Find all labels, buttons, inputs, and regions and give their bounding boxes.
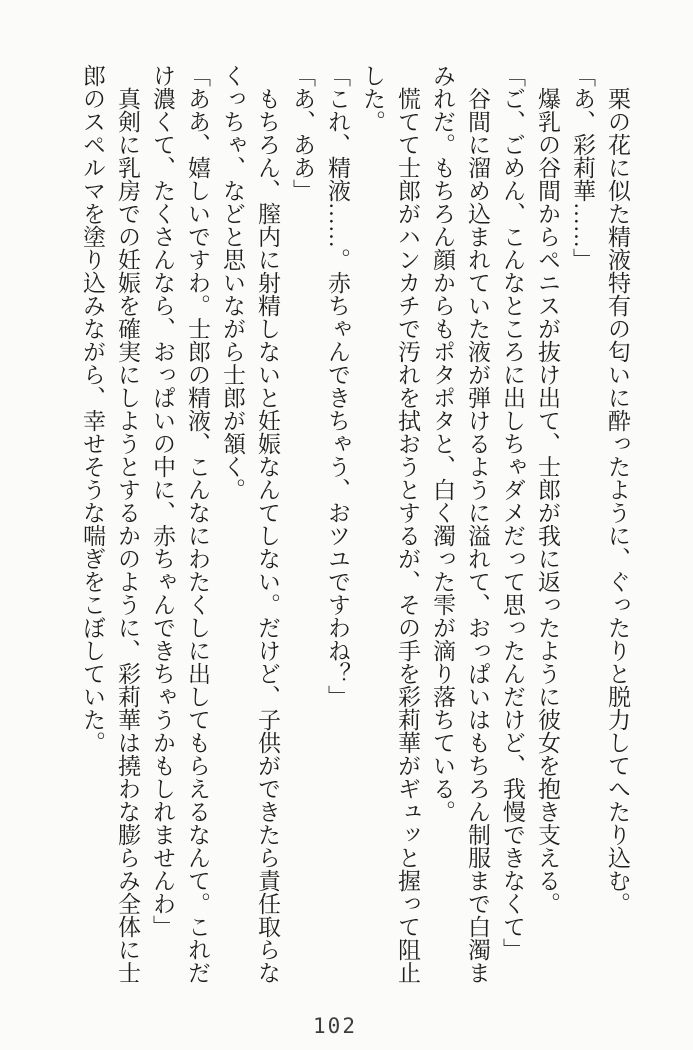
- paragraph: もちろん、膣内に射精しないと妊娠なんてしない。だけど、子供ができたら責任取らなくっちゃ、などと思いながら士郎が頷く。: [220, 64, 280, 984]
- paragraph: 慌てて士郎がハンカチで汚れを拭おうとするが、その手を彩莉華がギュッと握って阻止した。: [360, 64, 420, 984]
- paragraph: 谷間に溜め込まれていた液が弾けるように溢れて、おっぱいはもちろん制服まで白濁まみれだ。もちろん顔からもポタポタと、白く濁った雫が滴り落ちている。: [430, 64, 490, 984]
- paragraph: 栗の花に似た精液特有の匂いに酔ったように、ぐったりと脱力してへたり込む。: [605, 87, 630, 915]
- paragraph: 爆乳の谷間からペニスが抜け出て、士郎が我に返ったように彼女を抱き支える。: [535, 87, 560, 915]
- dialogue-line: 「ああ、嬉しいですわ。士郎の精液、こんなにわたくしに出してもらえるなんて。これだけ濃くて、たくさんなら、おっぱいの中に、赤ちゃんできちゃうかもしれませんわ」: [150, 64, 210, 984]
- paragraph: 真剣に乳房での妊娠を確実にしようとするかのように、彩莉華は撓わな膨らみ全体に士郎のスペルマを塗り込みながら、幸せそうな喘ぎをこぼしていた。: [80, 64, 140, 984]
- vertical-text-block: [75, 64, 635, 986]
- dialogue-line: 「これ、精液……。赤ちゃんできちゃう、おツユですわね？」: [325, 64, 350, 708]
- dialogue-line: 「ご、ごめん、こんなところに出しちゃダメだって思ったんだけど、我慢できなくて」: [500, 64, 525, 961]
- page-number: 102: [313, 1014, 357, 1038]
- dialogue-line: 「あ、彩莉華……」: [570, 64, 595, 271]
- dialogue-line: 「あ、ああ」: [290, 64, 315, 202]
